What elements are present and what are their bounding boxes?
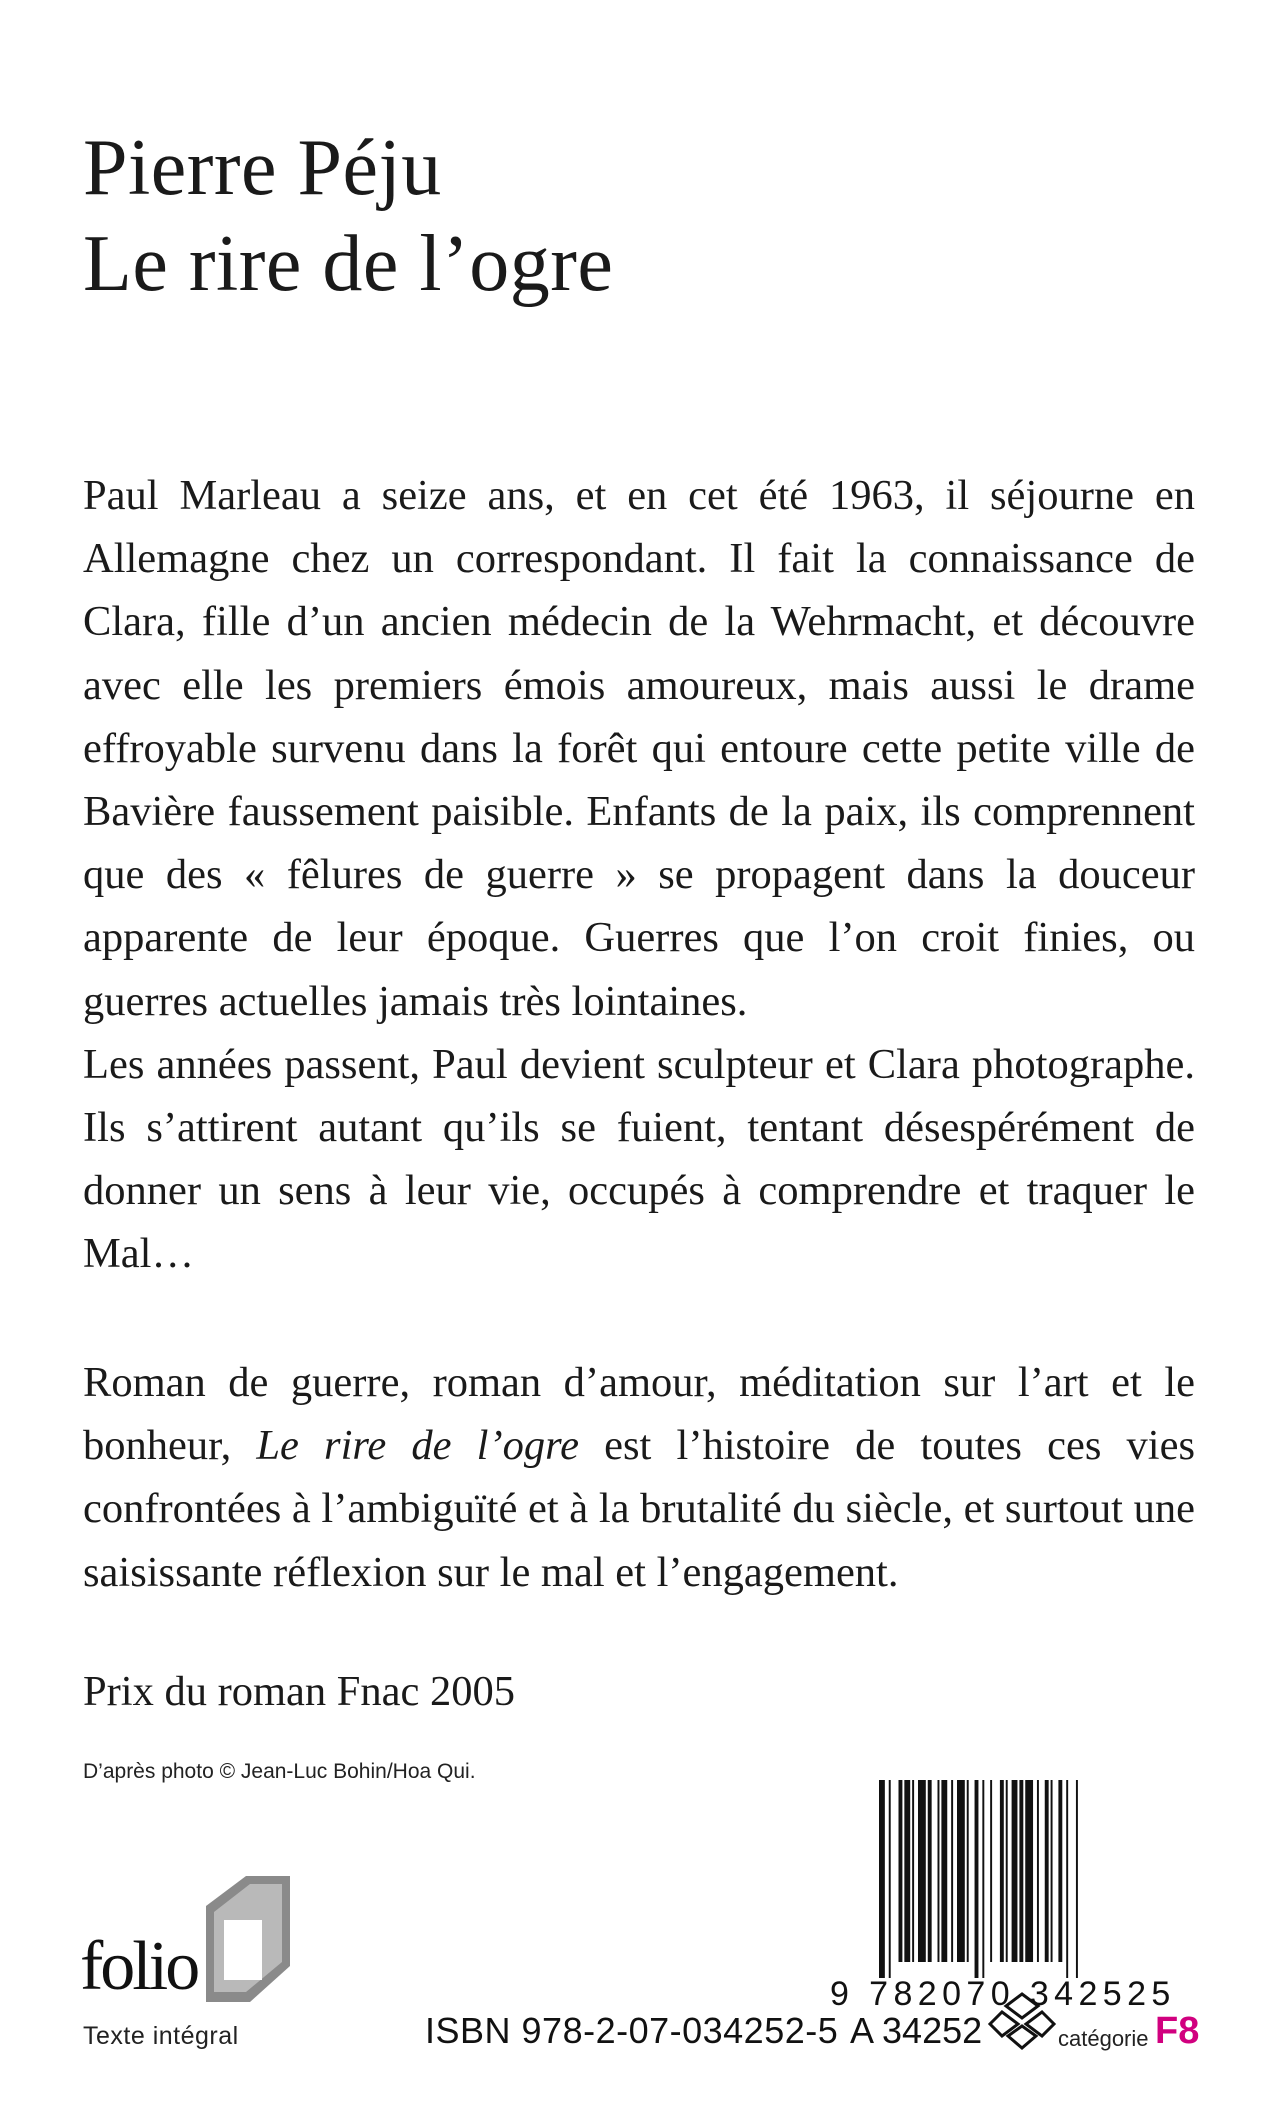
- blurb-paragraph-1-text: Paul Marleau a seize ans, et en cet été 1963, il séjourne en Allemagne chez un correspondant. Il fait la connaissance de Clara, fille d’un ancien médecin de la Wehrmacht, et découvre avec elle les premiers émois amoureux, mais aussi le drame effroyable survenu dans la forêt qui entoure cette petite ville de Bavière faussement paisible. Enfants de la paix, ils comprennent que des « fêlures de guerre » se propagent dans la douceur apparente de leur époque. Guerres que l’on croit finies, ou guerres actuelles jamais très lointaines.: [83, 472, 1195, 1025]
- barcode-bar: [938, 1780, 940, 1962]
- barcode-bar: [957, 1780, 965, 1962]
- barcode-bar: [975, 1780, 979, 1978]
- barcode-bar: [982, 1780, 984, 1978]
- book-author: Pierre Péju: [83, 124, 442, 212]
- gallimard-emblem-icon: [988, 1990, 1056, 2052]
- barcode-bar: [904, 1780, 910, 1962]
- barcode-bar: [1066, 1780, 1068, 1978]
- barcode-bar: [990, 1780, 992, 1962]
- folio-logo-icon: [206, 1876, 290, 2002]
- category-label: catégorie: [1058, 2026, 1149, 2051]
- blurb-paragraph-3: [83, 1351, 1195, 1604]
- barcode-bar: [1051, 1780, 1053, 1962]
- barcode-bar: [967, 1780, 969, 1962]
- barcode-bar: [1058, 1780, 1062, 1962]
- barcode-bar: [879, 1780, 885, 1978]
- publisher-code: A 34252: [850, 2010, 983, 2051]
- barcode-bar: [941, 1780, 947, 1962]
- barcode-bar: [951, 1780, 953, 1962]
- blurb-paragraph-1: [83, 464, 1195, 1286]
- blurb-p3-title: Le rire de l’ogre: [256, 1422, 579, 1470]
- edition-note: Texte intégral: [83, 2022, 239, 2050]
- prize-line: Prix du roman Fnac 2005: [83, 1668, 516, 1715]
- book-title: Le rire de l’ogre: [83, 220, 614, 308]
- blurb-paragraph-2-text: Les années passent, Paul devient sculpteur et Clara photographe. Ils s’attirent autant qu’ils se fuient, tentant désespérément de donner un sens à leur vie, occupés à comprendre et traquer le Mal…: [83, 1040, 1195, 1278]
- blurb-p3-after: est l’histoire de toutes ces vies confrontées à l’ambiguïté et à la brutalité du siècle, et surtout une saisissante réflexion sur le mal et l’engagement.: [83, 1422, 1196, 1596]
- barcode-bar: [1037, 1780, 1039, 1962]
- folio-logo-text: folio: [80, 1928, 198, 2005]
- barcode-bar: [1006, 1780, 1008, 1962]
- barcode-bar: [1025, 1780, 1033, 1962]
- blurb-p3-before: Roman de guerre, roman d’amour, méditation sur l’art et le bonheur,: [83, 1359, 1195, 1470]
- barcode: [877, 1780, 1197, 1978]
- barcode-bar: [1045, 1780, 1049, 1962]
- barcode-bar: [1019, 1780, 1023, 1962]
- barcode-bar: [928, 1780, 932, 1962]
- category-code: F8: [1155, 2010, 1200, 2052]
- barcode-bar: [912, 1780, 914, 1962]
- barcode-bar: [899, 1780, 903, 1962]
- isbn: ISBN 978-2-07-034252-5: [425, 2010, 839, 2051]
- barcode-bar: [889, 1780, 891, 1978]
- barcode-bar: [1000, 1780, 1004, 1962]
- barcode-bar: [1076, 1780, 1078, 1978]
- barcode-bar: [918, 1780, 926, 1962]
- photo-credit: D’après photo © Jean-Luc Bohin/Hoa Qui.: [83, 1760, 476, 1783]
- barcode-digits: 9 782070 342525: [830, 1975, 1176, 2013]
- barcode-bar: [1012, 1780, 1018, 1962]
